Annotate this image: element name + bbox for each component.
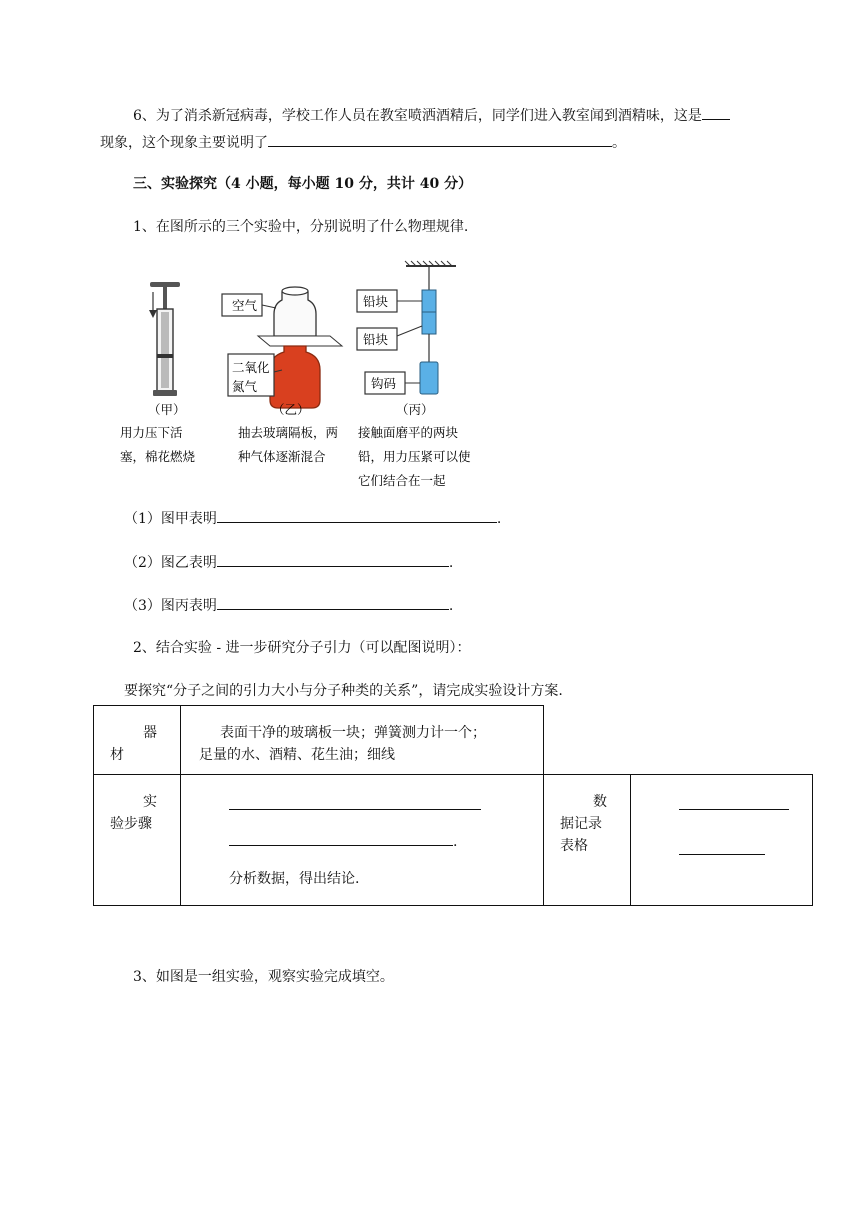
steps-label-2: 验步骤 <box>110 816 152 832</box>
q6-line1 <box>133 104 730 127</box>
q6-blank2 <box>268 131 612 147</box>
q6-text: 6、为了消杀新冠病毒，学校工作人员在教室喷洒酒精后，同学们进入教室闻到酒精味，这是 <box>133 108 702 124</box>
jia-caption-1: 用力压下活 <box>120 425 183 440</box>
table-row <box>94 775 813 906</box>
steps-conclusion: 分析数据，得出结论. <box>229 871 360 887</box>
p2-intro: 要探究“分子之间的引力大小与分子种类的关系”，请完成实验设计方案. <box>124 683 563 699</box>
bing-caption-2: 铅，用力压紧可以使 <box>358 449 471 464</box>
yi-gas-label-1: 二氧化 <box>232 360 270 375</box>
yi-caption-1: 抽去玻璃隔板，两 <box>238 425 339 440</box>
q6-text2: 现象，这个现象主要说明了 <box>100 135 268 151</box>
record-cell <box>631 775 812 906</box>
bing-lead2-label: 铅块 <box>363 332 389 347</box>
q6-end: 。 <box>612 135 626 151</box>
p1-sub2-blank <box>217 551 449 567</box>
bing-caption-3: 它们结合在一起 <box>358 473 446 488</box>
record-blank-2 <box>679 840 765 855</box>
p1-sub3-text: （3）图丙表明 <box>124 598 217 614</box>
bing-caption-1: 接触面磨平的两块 <box>358 425 459 440</box>
materials-label-1: 器 <box>143 725 157 741</box>
yi-label: （乙） <box>272 402 310 417</box>
p1-sub3 <box>124 594 453 617</box>
p1-sub1-text: （1）图甲表明 <box>124 511 217 527</box>
yi-air-label: 空气 <box>232 298 258 313</box>
materials-label-cell <box>94 706 181 775</box>
table-row <box>94 706 813 775</box>
p1-sub2-text: （2）图乙表明 <box>124 555 217 571</box>
q6-line2 <box>100 131 626 154</box>
bing-weight-label: 钩码 <box>371 376 397 391</box>
jia-caption-2: 塞，棉花燃烧 <box>120 449 196 464</box>
materials-cell <box>181 706 544 775</box>
yi-gas-label-2: 氮气 <box>232 379 258 394</box>
table-empty-area <box>544 706 813 775</box>
materials-label-2: 材 <box>110 747 124 763</box>
pump-illustration <box>149 282 180 396</box>
p2-question: 2、结合实验 - 进一步研究分子引力（可以配图说明）： <box>133 640 471 656</box>
record-label-2: 据记录 <box>560 816 602 832</box>
p1-question: 1、在图所示的三个实验中，分别说明了什么物理规律. <box>133 219 469 235</box>
record-label-3: 表格 <box>560 838 588 854</box>
materials-line-1: 表面干净的玻璃板一块；弹簧测力计一个； <box>220 725 486 741</box>
p1-sub3-period: . <box>448 598 454 614</box>
bing-lead1-label: 铅块 <box>363 294 389 309</box>
experiment-design-table <box>93 705 813 906</box>
p1-sub1 <box>124 507 501 530</box>
steps-label-cell <box>94 775 181 906</box>
record-label-1: 数 <box>593 794 607 810</box>
bing-label: （丙） <box>396 402 434 417</box>
p1-sub1-period: . <box>496 511 502 527</box>
lead-blocks-illustration <box>357 261 456 394</box>
section3-heading: 三、实验探究（4 小题，每小题 10 分，共计 40 分） <box>133 176 473 192</box>
experiment-figure <box>110 254 510 490</box>
p1-sub2 <box>124 551 453 574</box>
p1-sub3-blank <box>217 594 449 610</box>
record-label-cell <box>544 775 631 906</box>
materials-line-2: 足量的水、酒精、花生油；细线 <box>199 747 395 763</box>
steps-blank-1 <box>229 795 481 810</box>
jia-label: （甲） <box>148 402 186 417</box>
p1-sub2-period: . <box>448 555 454 571</box>
p1-sub1-blank <box>217 507 497 523</box>
steps-period: . <box>453 834 458 850</box>
q6-blank1 <box>702 104 730 120</box>
steps-blank-2 <box>229 830 453 846</box>
p3-question: 3、如图是一组实验，观察实验完成填空。 <box>133 969 394 985</box>
steps-cell <box>181 775 544 906</box>
yi-caption-2: 种气体逐渐混合 <box>238 449 326 464</box>
record-blank-1 <box>679 795 789 810</box>
steps-label-1: 实 <box>143 794 157 810</box>
